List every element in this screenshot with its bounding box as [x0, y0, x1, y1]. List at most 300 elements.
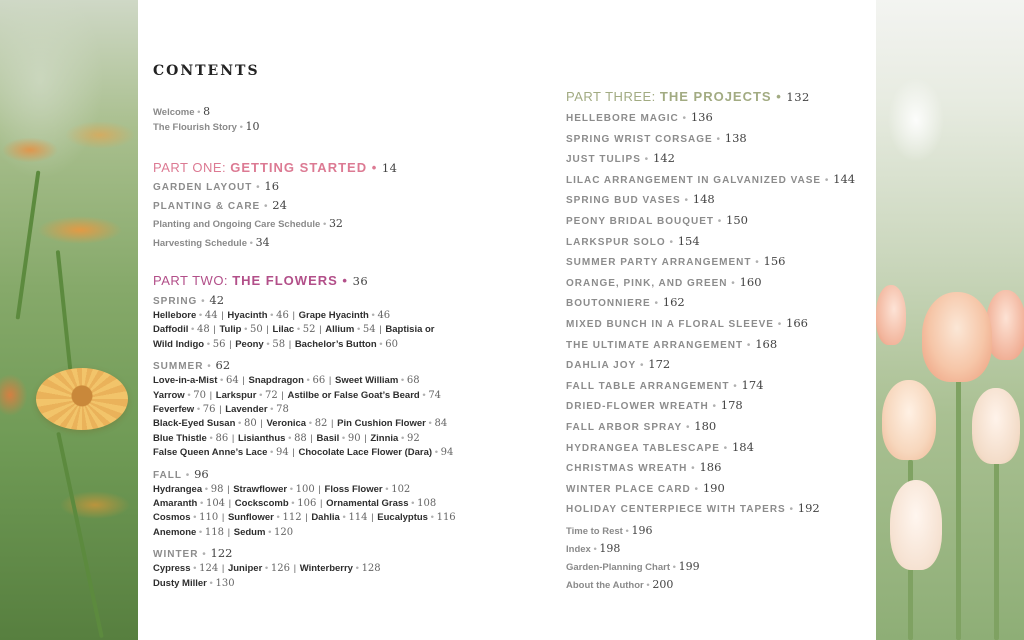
flower-page: 54 [362, 324, 376, 336]
flower-name: Astilbe or False Goat’s Beard [287, 389, 420, 401]
flower-entry[interactable]: Astilbe or False Goat’s Beard • 74 [287, 389, 442, 401]
entry-label: CHRISTMAS WREATH [566, 463, 688, 475]
flower-page: 102 [391, 483, 411, 495]
flower-page: 56 [212, 338, 226, 350]
separator: | [289, 447, 298, 459]
project-entry[interactable]: THE ULTIMATE ARRANGEMENT • 168 [566, 336, 778, 351]
flower-entry[interactable]: Allium • 54 [325, 324, 376, 336]
flower-entry[interactable]: Blue Thistle • 86 [153, 432, 229, 444]
flower-name: Bachelor’s Button [294, 338, 377, 350]
separator: | [263, 324, 272, 336]
separator: | [226, 498, 234, 510]
flower-name: Cypress [153, 563, 191, 575]
entry-label: Index [566, 544, 591, 555]
separator: | [224, 483, 233, 495]
season-heading[interactable]: WINTER • 122 [153, 546, 233, 561]
flower-page: 88 [294, 432, 307, 444]
flower-page: 58 [272, 338, 286, 350]
separator: | [317, 498, 326, 510]
flower-line [153, 446, 456, 460]
part-three-section [566, 89, 855, 520]
project-entry[interactable]: BOUTONNIERE • 162 [566, 295, 685, 310]
flower-name: Feverfew [153, 404, 195, 416]
project-entry[interactable]: FALL ARBOR SPRAY • 180 [566, 418, 717, 433]
flower-entry[interactable]: Love-in-a-Mist • 64 [153, 375, 239, 387]
entry-page: 174 [741, 377, 764, 392]
flower-page: 128 [361, 563, 381, 575]
flower-name: Love-in-a-Mist [153, 375, 218, 387]
tulip-flower [882, 380, 936, 460]
separator: | [219, 512, 227, 524]
toc-entry[interactable]: GARDEN LAYOUT • 16 [153, 179, 280, 193]
entry-page: 156 [763, 254, 786, 269]
entry-label: GARDEN LAYOUT [153, 182, 253, 193]
flower-entry[interactable]: Feverfew • 76 [153, 404, 216, 416]
flower-name: Daffodil [153, 324, 189, 336]
flower-page: 64 [226, 375, 239, 387]
flower-line [153, 309, 456, 323]
flower-line [153, 526, 456, 540]
tulip-flower [876, 285, 906, 345]
flower-page: 98 [210, 483, 224, 495]
entry-page: 34 [255, 236, 270, 249]
flower-page: 80 [243, 418, 257, 430]
project-entry[interactable]: FALL TABLE ARRANGEMENT • 174 [566, 377, 764, 392]
flower-name: Ornamental Grass [326, 498, 409, 510]
flower-line [153, 562, 456, 576]
flower-name: Sedum [233, 526, 266, 538]
part-one-heading[interactable]: PART ONE: GETTING STARTED • 14 [153, 160, 398, 175]
project-entry[interactable]: LARKSPUR SOLO • 154 [566, 233, 700, 248]
entry-label: Welcome [153, 107, 195, 118]
project-entry[interactable]: DRIED-FLOWER WREATH • 178 [566, 398, 743, 413]
season-block [153, 467, 456, 541]
season-name: FALL [153, 469, 182, 481]
flower-entry[interactable]: Lisianthus • 88 [237, 432, 307, 444]
flower-name: Allium [325, 324, 355, 336]
entry-page: 148 [692, 192, 715, 207]
flower-entry[interactable]: Juniper • 126 [227, 563, 290, 575]
separator: | [361, 432, 370, 444]
flower-name: Strawflower [233, 483, 288, 495]
project-entry[interactable]: HELLEBORE MAGIC • 136 [566, 110, 713, 124]
part-prefix: PART TWO: [153, 273, 229, 288]
project-entry[interactable]: MIXED BUNCH IN A FLORAL SLEEVE • 166 [566, 315, 808, 330]
entry-label: Time to Rest [566, 526, 623, 537]
separator: | [207, 389, 215, 401]
flower-page: 46 [276, 310, 289, 321]
zinnia-flower [36, 368, 128, 430]
entry-page: 180 [694, 418, 717, 433]
flower-name: Basil [316, 432, 340, 444]
part-two-heading[interactable]: PART TWO: THE FLOWERS • 36 [153, 273, 369, 288]
flower-page: 44 [204, 310, 218, 321]
toc-entry[interactable]: Time to Rest • 196 [566, 524, 653, 537]
flower-entry[interactable]: Hydrangea • 98 [153, 483, 224, 495]
flower-entry[interactable]: Dusty Miller • 130 [153, 577, 235, 589]
entry-page: 24 [272, 197, 287, 212]
contents-title: CONTENTS [153, 63, 260, 79]
entry-label: PLANTING & CARE [153, 200, 261, 212]
flower-entry[interactable]: Zinnia • 92 [370, 432, 420, 444]
separator: | [307, 432, 316, 444]
flower-line [153, 511, 456, 525]
separator: | [289, 310, 298, 321]
entry-page: 198 [599, 542, 621, 555]
entry-label: SUMMER PARTY ARRANGEMENT [566, 257, 752, 269]
separator: | [368, 512, 377, 524]
toc-entry[interactable]: About the Author • 200 [566, 578, 674, 591]
flower-page: 72 [265, 389, 278, 401]
flower-name: Floss Flower [324, 483, 383, 495]
entry-page: 190 [702, 480, 725, 495]
flower-entry[interactable]: Strawflower • 100 [233, 483, 315, 495]
entry-label: HELLEBORE MAGIC [566, 113, 679, 124]
entry-label: The Flourish Story [153, 122, 237, 133]
separator: | [226, 338, 235, 350]
flower-entry[interactable]: Hellebore • 44 [153, 310, 218, 321]
project-entry[interactable]: JUST TULIPS • 142 [566, 151, 675, 166]
season-name: SUMMER [153, 361, 204, 373]
flower-name: Larkspur [215, 389, 257, 401]
tulip-stem [956, 380, 961, 640]
flower-name: Winterberry [299, 563, 353, 575]
flower-name: Lilac [272, 324, 295, 336]
entry-page: 32 [328, 217, 343, 230]
flower-line [153, 483, 456, 497]
flower-page: 48 [196, 324, 210, 336]
season-page: 62 [215, 358, 231, 373]
entry-page: 196 [631, 524, 653, 537]
flower-line [153, 403, 456, 417]
season-page: 96 [194, 466, 209, 481]
entry-label: PEONY BRIDAL BOUQUET [566, 215, 714, 227]
separator: | [315, 483, 324, 495]
separator: | [257, 418, 266, 430]
flower-entry[interactable]: Grape Hyacinth • 46 [298, 310, 391, 321]
project-entry[interactable]: SPRING WRIST CORSAGE • 138 [566, 130, 747, 145]
flower-name: Yarrow [153, 389, 185, 401]
flower-name: Zinnia [370, 432, 399, 444]
toc-entry[interactable]: Welcome • 8 [153, 105, 211, 118]
separator: | [376, 324, 385, 336]
entry-page: 150 [726, 212, 748, 227]
entry-label: HOLIDAY CENTERPIECE WITH TAPERS [566, 504, 786, 516]
right-tulip-photo [876, 0, 1024, 640]
flower-name: Cockscomb [234, 498, 289, 510]
flower-name: False Queen Anne’s Lace [153, 447, 268, 459]
season-name: WINTER [153, 549, 199, 561]
separator: | [290, 563, 299, 575]
entry-page: 178 [720, 398, 743, 413]
season-block [153, 546, 456, 591]
separator: | [210, 324, 219, 336]
separator: | [328, 418, 337, 430]
project-entry[interactable]: HOLIDAY CENTERPIECE WITH TAPERS • 192 [566, 501, 820, 516]
entry-page: 168 [755, 336, 778, 351]
flower-page: 124 [199, 563, 219, 575]
flower-page: 68 [406, 375, 420, 387]
season-page: 122 [210, 546, 233, 561]
flower-entry[interactable]: Tulip • 50 [219, 324, 263, 336]
toc-entry[interactable]: Harvesting Schedule • 34 [153, 236, 270, 249]
flower-page: 60 [385, 338, 398, 350]
flower-entry[interactable]: Sedum • 120 [233, 526, 294, 538]
flower-page: 76 [202, 404, 216, 416]
flower-entry[interactable]: Chocolate Lace Flower (Dara) • 94 [298, 447, 454, 459]
separator: | [229, 432, 237, 444]
flower-line [153, 577, 456, 591]
flower-name: Grape Hyacinth [298, 310, 369, 321]
entry-label: BOUTONNIERE [566, 298, 651, 310]
entry-page: 160 [739, 274, 762, 289]
projects-list [566, 108, 855, 520]
entry-page: 186 [699, 460, 722, 475]
flower-page: 78 [276, 404, 289, 416]
flower-page: 92 [406, 432, 420, 444]
flower-page: 82 [314, 418, 328, 430]
flower-name: Dusty Miller [153, 577, 207, 589]
project-entry[interactable]: DAHLIA JOY • 172 [566, 357, 671, 372]
flower-name: Blue Thistle [153, 432, 207, 444]
flower-name: Amaranth [153, 498, 198, 510]
entry-label: THE ULTIMATE ARRANGEMENT [566, 339, 744, 351]
flower-entry[interactable]: Yarrow • 70 [153, 389, 207, 401]
flower-entry[interactable]: Floss Flower • 102 [324, 483, 411, 495]
toc-entry[interactable]: Garden-Planning Chart • 199 [566, 560, 700, 573]
tulip-stem [994, 460, 999, 640]
flower-entry[interactable]: Basil • 90 [316, 432, 361, 444]
project-entry[interactable]: HYDRANGEA TABLESCAPE • 184 [566, 439, 754, 454]
season-block [153, 293, 456, 352]
seasons-list [153, 293, 456, 591]
flower-line [153, 338, 456, 352]
flower-entry[interactable]: Lavender • 78 [225, 404, 289, 416]
flower-name: Black-Eyed Susan [153, 418, 236, 430]
season-heading[interactable]: SPRING • 42 [153, 293, 225, 307]
entry-page: 162 [662, 295, 685, 310]
entry-page: 184 [731, 439, 754, 454]
flower-entry[interactable]: Eucalyptus • 116 [377, 512, 456, 524]
flower-name: Tulip [219, 324, 242, 336]
flower-entry[interactable]: Cypress • 124 [153, 563, 219, 575]
flower-entry[interactable]: Amaranth • 104 [153, 498, 226, 510]
flower-entry[interactable]: Anemone • 118 [153, 526, 224, 538]
entry-label: SPRING WRIST CORSAGE [566, 133, 713, 145]
entry-label: Planting and Ongoing Care Schedule [153, 219, 321, 230]
flower-page: 90 [347, 432, 361, 444]
flower-entry[interactable]: Hyacinth • 46 [227, 310, 289, 321]
entry-page: 16 [264, 179, 280, 193]
flower-entry[interactable]: Lilac • 52 [272, 324, 316, 336]
entry-label: DRIED-FLOWER WREATH [566, 401, 709, 413]
entry-page: 200 [652, 578, 674, 591]
entry-page: 136 [690, 110, 713, 124]
flower-page: 86 [215, 432, 229, 444]
flower-line [153, 374, 456, 388]
flower-page: 50 [250, 324, 263, 336]
flower-line [153, 497, 456, 511]
flower-entry[interactable]: Daffodil • 48 [153, 324, 210, 336]
tulip-flower [890, 480, 942, 570]
flower-line [153, 323, 456, 337]
season-name: SPRING [153, 296, 198, 307]
separator: | [216, 404, 225, 416]
flower-name: Snapdragon [248, 375, 304, 387]
flower-name: Chocolate Lace Flower (Dara) [298, 447, 433, 459]
flower-name: Eucalyptus [377, 512, 428, 524]
flower-page: 118 [204, 526, 224, 538]
flower-entry[interactable]: Veronica • 82 [266, 418, 328, 430]
flower-name: Anemone [153, 526, 197, 538]
part-two-section [153, 273, 456, 591]
flower-entry[interactable]: Snapdragon • 66 [248, 375, 326, 387]
back-matter-list [566, 522, 700, 594]
left-flower-photo [0, 0, 138, 640]
season-block [153, 358, 456, 460]
separator: | [278, 389, 287, 401]
entry-label: HYDRANGEA TABLESCAPE [566, 442, 720, 454]
part-page: 36 [352, 274, 369, 288]
flower-name: Lisianthus [237, 432, 286, 444]
entry-page: 10 [245, 120, 260, 133]
flower-name: Sweet William [335, 375, 399, 387]
part-page: 14 [381, 161, 398, 175]
flower-entry[interactable]: Larkspur • 72 [215, 389, 278, 401]
flower-entry[interactable]: Cockscomb • 106 [234, 498, 317, 510]
entry-label: FALL TABLE ARRANGEMENT [566, 380, 730, 392]
flower-name: Hellebore [153, 310, 197, 321]
flower-page: 100 [295, 483, 315, 495]
toc-entry[interactable]: Index • 198 [566, 542, 621, 555]
entry-label: JUST TULIPS [566, 154, 641, 166]
part-prefix: PART ONE: [153, 160, 227, 175]
flower-line [153, 389, 456, 403]
entry-label: WINTER PLACE CARD [566, 483, 691, 495]
flower-entry[interactable]: Sweet William • 68 [335, 375, 420, 387]
project-entry[interactable]: CHRISTMAS WREATH • 186 [566, 460, 722, 475]
flower-page: 94 [276, 447, 289, 459]
separator: | [326, 375, 334, 387]
flower-name: Baptisia or [385, 324, 435, 336]
project-entry[interactable]: PEONY BRIDAL BOUQUET • 150 [566, 212, 748, 227]
toc-entry[interactable]: The Flourish Story • 10 [153, 120, 260, 133]
flower-page: 108 [417, 498, 437, 510]
flower-entry[interactable]: False Queen Anne’s Lace • 94 [153, 447, 289, 459]
flower-stem [16, 170, 41, 319]
entry-label: FALL ARBOR SPRAY [566, 421, 683, 433]
flower-entry[interactable]: Wild Indigo • 56 [153, 338, 226, 350]
part-three-heading[interactable]: PART THREE: THE PROJECTS • 132 [566, 89, 810, 104]
separator: | [225, 526, 233, 538]
flower-page: 120 [274, 526, 294, 538]
entry-label: LARKSPUR SOLO [566, 236, 666, 248]
entry-label: About the Author [566, 580, 644, 591]
season-heading[interactable]: FALL • 96 [153, 466, 209, 481]
flower-entry[interactable]: Black-Eyed Susan • 80 [153, 418, 257, 430]
toc-entry[interactable]: PLANTING & CARE • 24 [153, 197, 287, 212]
flower-page: 52 [302, 324, 316, 336]
entry-label: Garden-Planning Chart [566, 562, 670, 573]
season-page: 42 [209, 293, 225, 307]
entry-page: 138 [724, 130, 747, 145]
separator: | [302, 512, 311, 524]
project-entry[interactable]: WINTER PLACE CARD • 190 [566, 480, 725, 495]
flower-entry[interactable]: Pin Cushion Flower • 84 [337, 418, 448, 430]
part-page: 132 [786, 90, 810, 104]
entry-page: 192 [797, 501, 820, 516]
flower-name: Veronica [266, 418, 307, 430]
flower-page: 66 [312, 375, 326, 387]
entry-page: 142 [652, 151, 675, 166]
tulip-flower [922, 292, 992, 382]
tulip-flower [972, 388, 1020, 464]
flower-name: Juniper [227, 563, 263, 575]
entry-page: 172 [648, 357, 671, 372]
entry-label: DAHLIA JOY [566, 360, 637, 372]
flower-entry[interactable]: Bachelor’s Button • 60 [294, 338, 398, 350]
separator: | [286, 338, 294, 350]
flower-entry[interactable]: Winterberry • 128 [299, 563, 381, 575]
project-entry[interactable]: SPRING BUD VASES • 148 [566, 192, 715, 207]
flower-entry[interactable]: Dahlia • 114 [311, 512, 368, 524]
flower-page: 126 [270, 563, 290, 575]
entry-label: ORANGE, PINK, AND GREEN [566, 277, 728, 289]
entry-label: SPRING BUD VASES [566, 195, 681, 207]
flower-name: Peony [235, 338, 264, 350]
flower-name: Cosmos [153, 512, 191, 524]
flower-name: Pin Cushion Flower [337, 418, 426, 430]
flower-page: 104 [205, 498, 226, 510]
flower-page: 116 [436, 512, 456, 524]
flower-page: 46 [377, 310, 391, 321]
part-one-section [153, 160, 398, 253]
entry-label: LILAC ARRANGEMENT IN GALVANIZED VASE [566, 174, 822, 186]
flower-page: 94 [440, 447, 454, 459]
entry-label: Harvesting Schedule [153, 238, 247, 249]
zinnia-stem [56, 432, 104, 638]
entry-page: 144 [833, 171, 856, 186]
part-prefix: PART THREE: [566, 89, 656, 104]
flower-name: Sunflower [227, 512, 274, 524]
toc-entry[interactable]: Planting and Ongoing Care Schedule • 32 [153, 217, 343, 230]
flower-entry[interactable]: Ornamental Grass • 108 [326, 498, 437, 510]
flower-page: 84 [434, 418, 448, 430]
entry-page: 166 [786, 315, 808, 330]
flower-line [153, 432, 456, 446]
project-entry[interactable]: LILAC ARRANGEMENT IN GALVANIZED VASE • 144 [566, 171, 856, 186]
project-entry[interactable]: SUMMER PARTY ARRANGEMENT • 156 [566, 254, 786, 269]
flower-entry[interactable] [385, 324, 434, 335]
flower-page: 70 [193, 389, 207, 401]
flower-page: 130 [215, 577, 235, 589]
flower-entry[interactable]: Cosmos • 110 [153, 512, 219, 524]
flower-page: 106 [297, 498, 317, 510]
flower-page: 110 [199, 512, 219, 524]
flower-name: Lavender [225, 404, 268, 416]
flower-entry[interactable]: Peony • 58 [235, 338, 286, 350]
flower-line [153, 417, 456, 431]
part-title: THE PROJECTS [659, 89, 772, 104]
season-heading[interactable]: SUMMER • 62 [153, 358, 231, 373]
separator: | [218, 310, 227, 321]
separator: | [219, 563, 227, 575]
flower-name: Dahlia [311, 512, 340, 524]
entry-label: MIXED BUNCH IN A FLORAL SLEEVE [566, 318, 774, 330]
flower-entry[interactable]: Sunflower • 112 [227, 512, 302, 524]
flower-page: 114 [348, 512, 368, 524]
project-entry[interactable]: ORANGE, PINK, AND GREEN • 160 [566, 274, 762, 289]
